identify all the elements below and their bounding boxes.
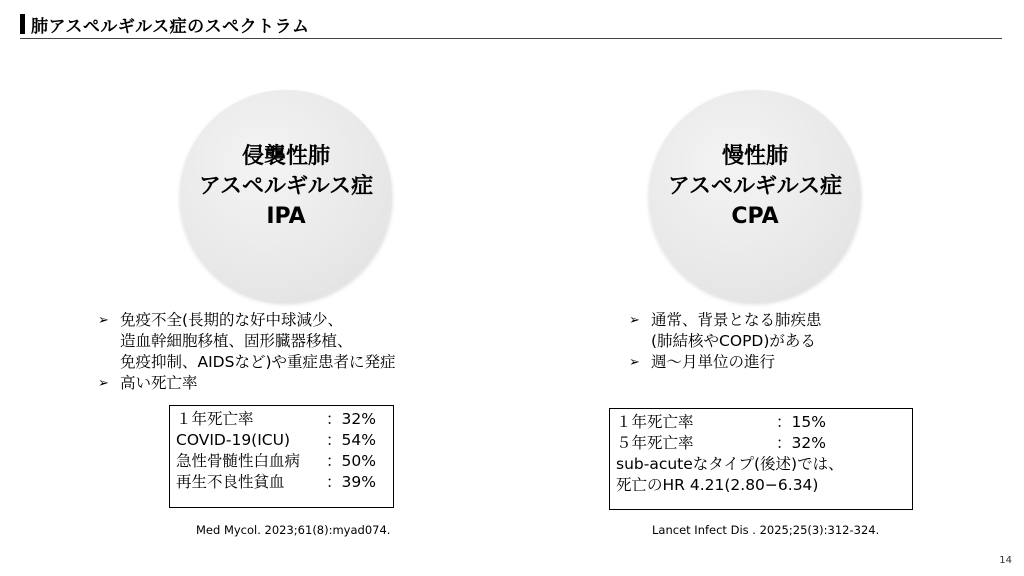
ipa-bullet-2: ➢ 高い死亡率 <box>98 374 198 392</box>
bullet-arrow-icon: ➢ <box>98 313 109 328</box>
page-number: 14 <box>999 555 1012 566</box>
bullet-arrow-icon: ➢ <box>98 376 109 391</box>
ipa-mortality-box <box>169 405 394 508</box>
cpa-mortality-box <box>609 408 913 510</box>
title-marker <box>20 14 25 34</box>
cpa-bullet-1: ➢ 通常、背景となる肺疾患 <box>629 311 822 329</box>
cpa-circle-line-1: 慢性肺 <box>721 144 788 169</box>
ipa-stat-row: COVID-19(ICU) ：54% <box>176 431 376 449</box>
cpa-circle-line-3: CPA <box>731 204 779 229</box>
cpa-stat-note: 死亡のHR 4.21(2.80−6.34) <box>616 476 819 494</box>
ipa-circle-line-2: アスペルギルス症 <box>198 174 374 199</box>
cpa-bullets <box>629 310 822 373</box>
slide-title: 肺アスペルギルス症のスペクトラム <box>31 17 310 37</box>
ipa-stat-row: １年死亡率 ：32% <box>176 410 376 428</box>
cpa-stat-row: １年死亡率 ：15% <box>616 413 826 431</box>
cpa-circle-line-2: アスペルギルス症 <box>667 174 843 199</box>
cpa-reference: Lancet Infect Dis . 2025;25(3):312-324. <box>652 523 880 537</box>
cpa-bullet-2: ➢ 週〜月単位の進行 <box>629 353 776 371</box>
ipa-circle-line-3: IPA <box>266 204 306 229</box>
ipa-reference: Med Mycol. 2023;61(8):myad074. <box>196 523 391 537</box>
cpa-circle <box>649 90 861 302</box>
ipa-stat-row: 再生不良性貧血 ：39% <box>176 473 376 491</box>
ipa-bullet-1-cont-a: 造血幹細胞移植、固形臓器移植、 <box>120 332 353 350</box>
cpa-stat-note: sub-acuteなタイプ(後述)では、 <box>616 455 844 473</box>
ipa-bullet-1-cont-b: 免疫抑制、AIDSなど)や重症患者に発症 <box>120 353 396 371</box>
title-divider <box>20 38 1002 39</box>
ipa-stat-row: 急性骨髄性白血病 ：50% <box>176 452 376 470</box>
bullet-arrow-icon: ➢ <box>629 313 640 328</box>
ipa-circle-line-1: 侵襲性肺 <box>241 144 330 169</box>
ipa-bullet-1: ➢ 免疫不全(長期的な好中球減少、 <box>98 311 344 329</box>
ipa-bullets <box>98 310 396 394</box>
cpa-bullet-1-cont: (肺結核やCOPD)がある <box>651 332 816 350</box>
cpa-stat-row: ５年死亡率 ：32% <box>616 434 826 452</box>
bullet-arrow-icon: ➢ <box>629 355 640 370</box>
ipa-circle <box>180 90 392 302</box>
